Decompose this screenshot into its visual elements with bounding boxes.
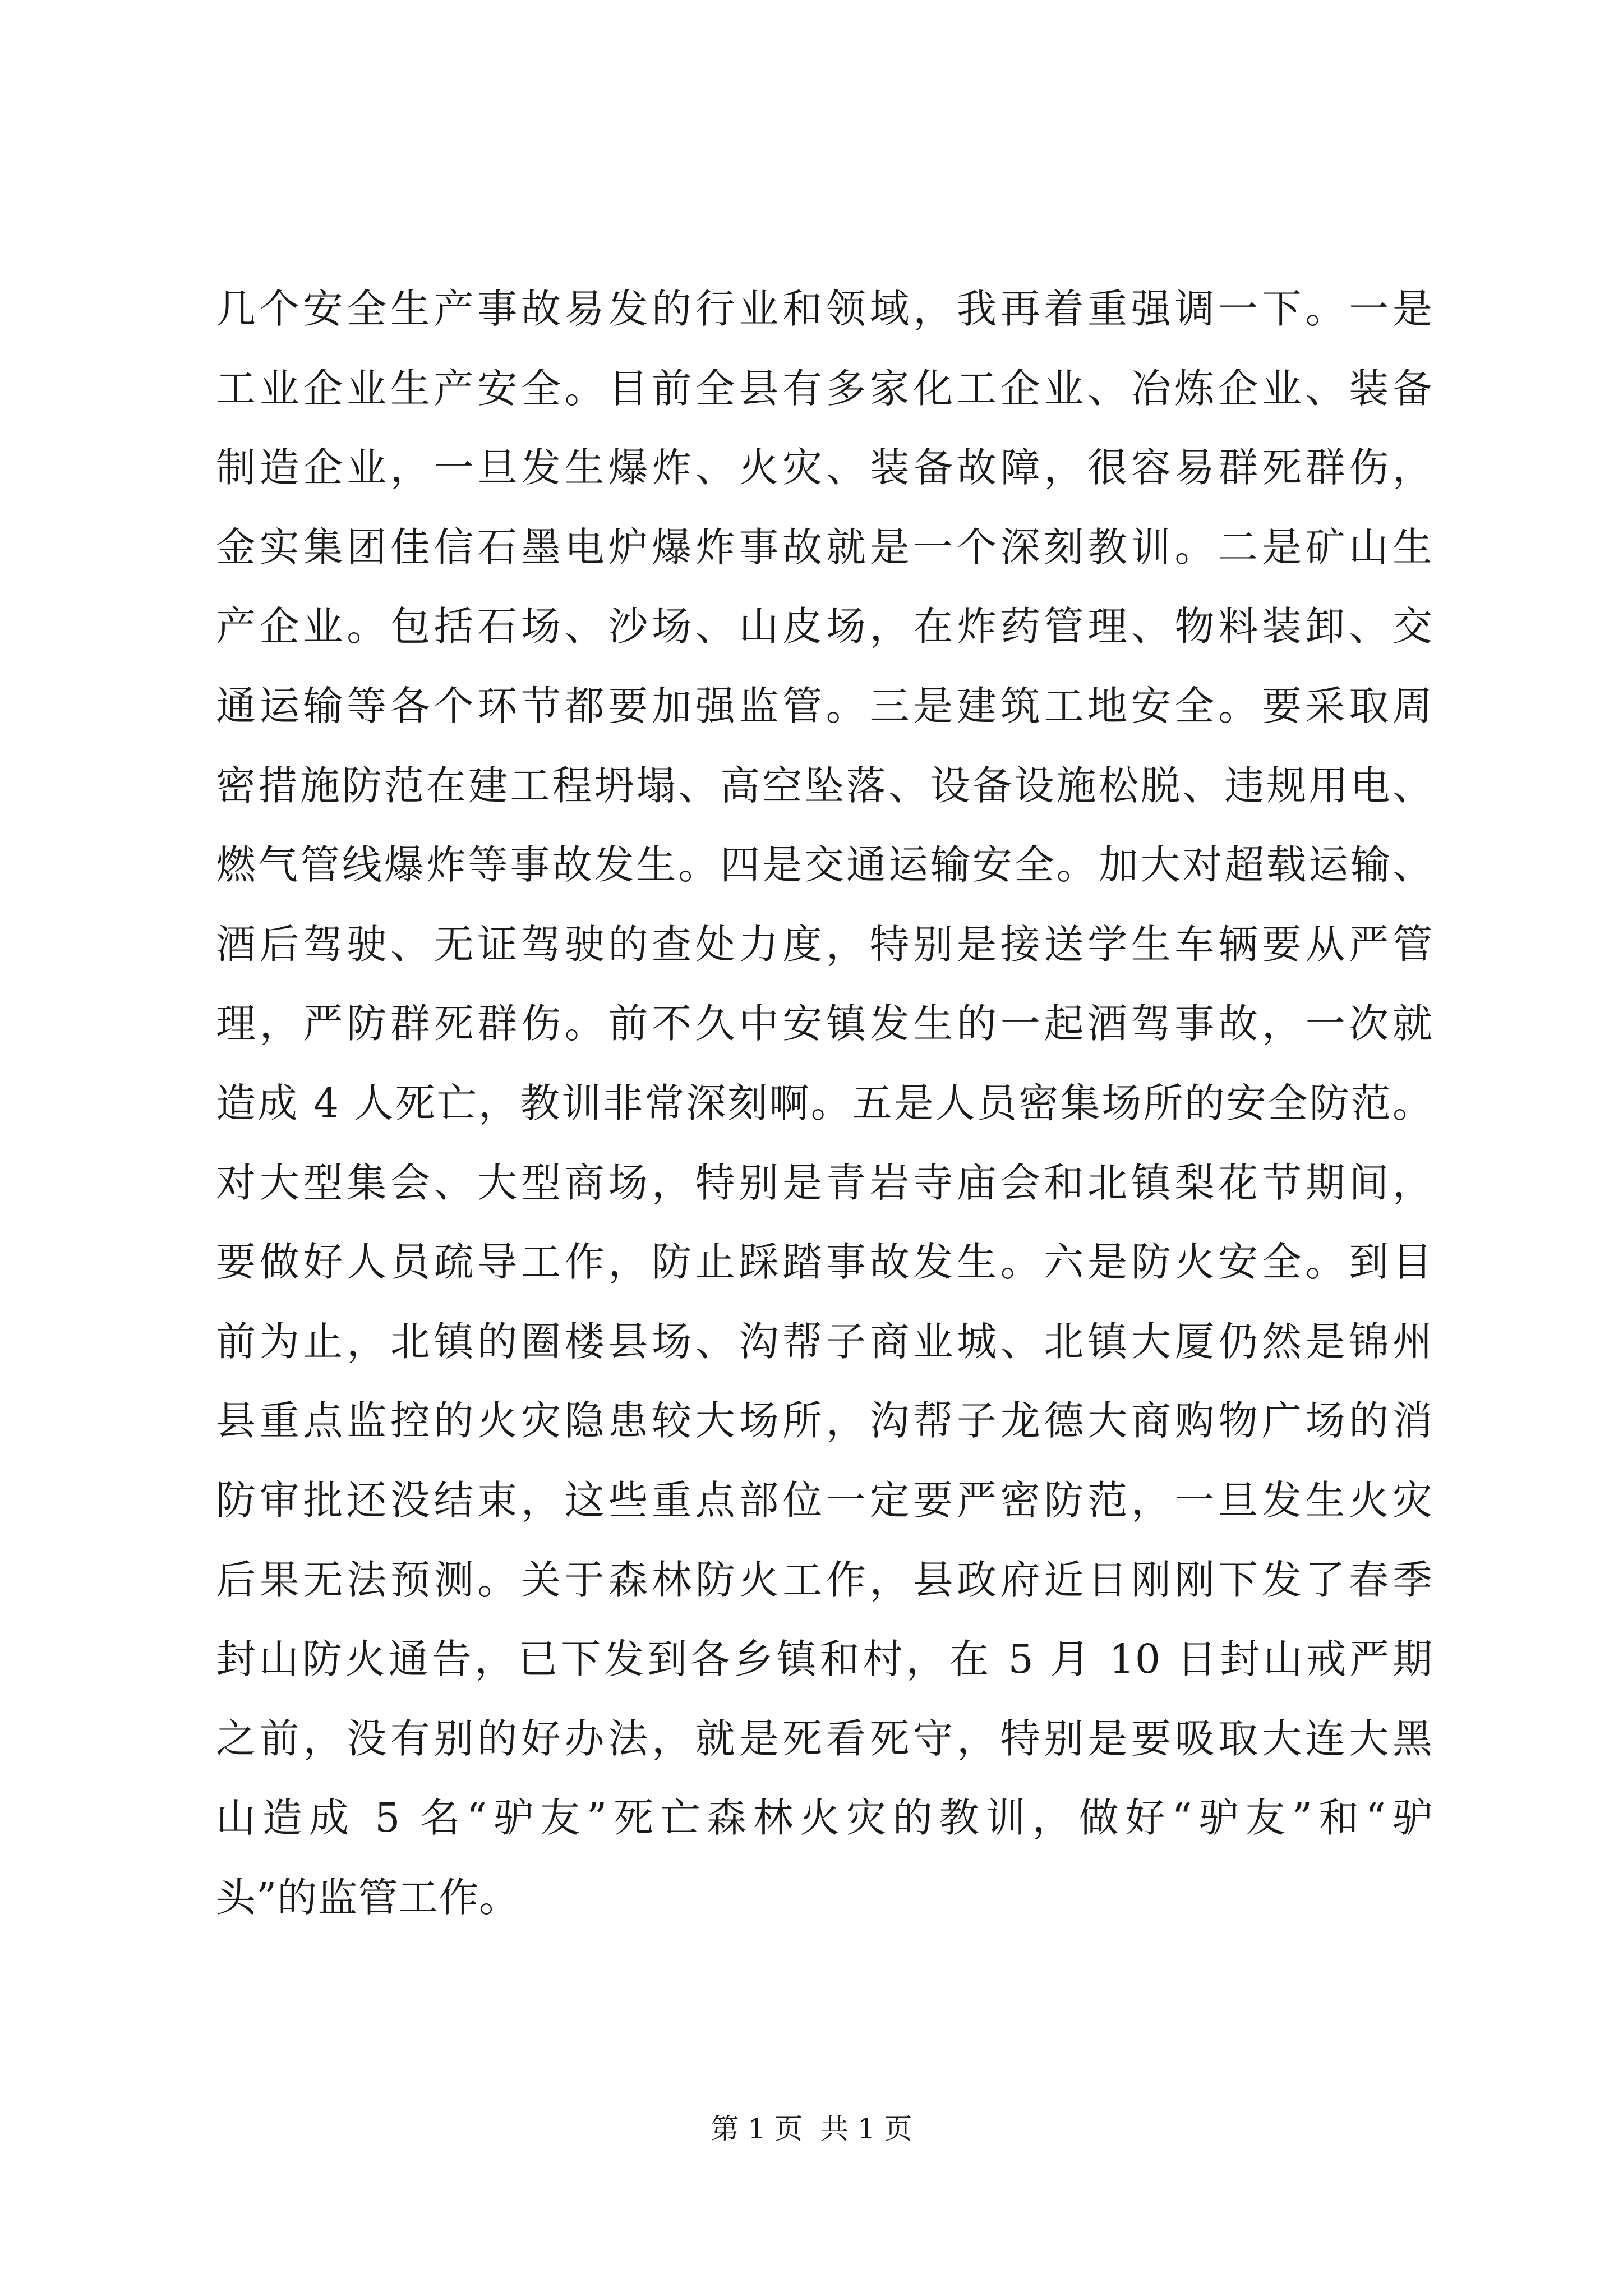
text-line: 对大型集会、大型商场，特别是青岩寺庙会和北镇梨花节期间， xyxy=(216,1159,1433,1206)
text-line: 县重点监控的火灾隐患较大场所，沟帮子龙德大商购物广场的消 xyxy=(216,1397,1433,1444)
page-footer: 第 1 页 共 1 页 xyxy=(711,2113,912,2145)
text-line: 金实集团佳信石墨电炉爆炸事故就是一个深刻教训。二是矿山生 xyxy=(216,523,1433,570)
text-line-last: 头”的监管工作。 xyxy=(216,1874,520,1921)
text-line: 制造企业，一旦发生爆炸、火灾、装备故障，很容易群死群伤， xyxy=(216,444,1433,491)
body-paragraph xyxy=(216,269,1433,1937)
text-line: 山造成 5 名“驴友”死亡森林火灾的教训，做好“驴友”和“驴 xyxy=(216,1795,1433,1842)
text-line: 后果无法预测。关于森林防火工作，县政府近日刚刚下发了春季 xyxy=(216,1556,1433,1603)
text-line: 产企业。包括石场、沙场、山皮场，在炸药管理、物料装卸、交 xyxy=(216,603,1433,650)
text-line: 之前，没有别的好办法，就是死看死守，特别是要吸取大连大黑 xyxy=(216,1715,1433,1762)
text-line: 防审批还没结束，这些重点部位一定要严密防范，一旦发生火灾 xyxy=(216,1476,1433,1524)
text-line: 通运输等各个环节都要加强监管。三是建筑工地安全。要采取周 xyxy=(216,682,1433,729)
text-line: 几个安全生产事故易发的行业和领域，我再着重强调一下。一是 xyxy=(216,286,1433,332)
text-line: 酒后驾驶、无证驾驶的查处力度，特别是接送学生车辆要从严管 xyxy=(216,921,1433,968)
text-line: 要做好人员疏导工作，防止踩踏事故发生。六是防火安全。到目 xyxy=(216,1239,1433,1286)
text-line: 密措施防范在建工程坍塌、高空坠落、设备设施松脱、违规用电、 xyxy=(216,762,1433,809)
text-line: 理，严防群死群伤。前不久中安镇发生的一起酒驾事故，一次就 xyxy=(216,1000,1433,1047)
text-line: 燃气管线爆炸等事故发生。四是交通运输安全。加大对超载运输、 xyxy=(216,841,1433,889)
text-line: 工业企业生产安全。目前全县有多家化工企业、冶炼企业、装备 xyxy=(216,365,1433,412)
text-line: 造成 4 人死亡，教训非常深刻啊。五是人员密集场所的安全防范。 xyxy=(216,1079,1433,1126)
text-line: 前为止，北镇的圈楼县场、沟帮子商业城、北镇大厦仍然是锦州 xyxy=(216,1318,1433,1365)
text-line: 封山防火通告，已下发到各乡镇和村，在 5 月 10 日封山戒严期 xyxy=(216,1636,1433,1683)
